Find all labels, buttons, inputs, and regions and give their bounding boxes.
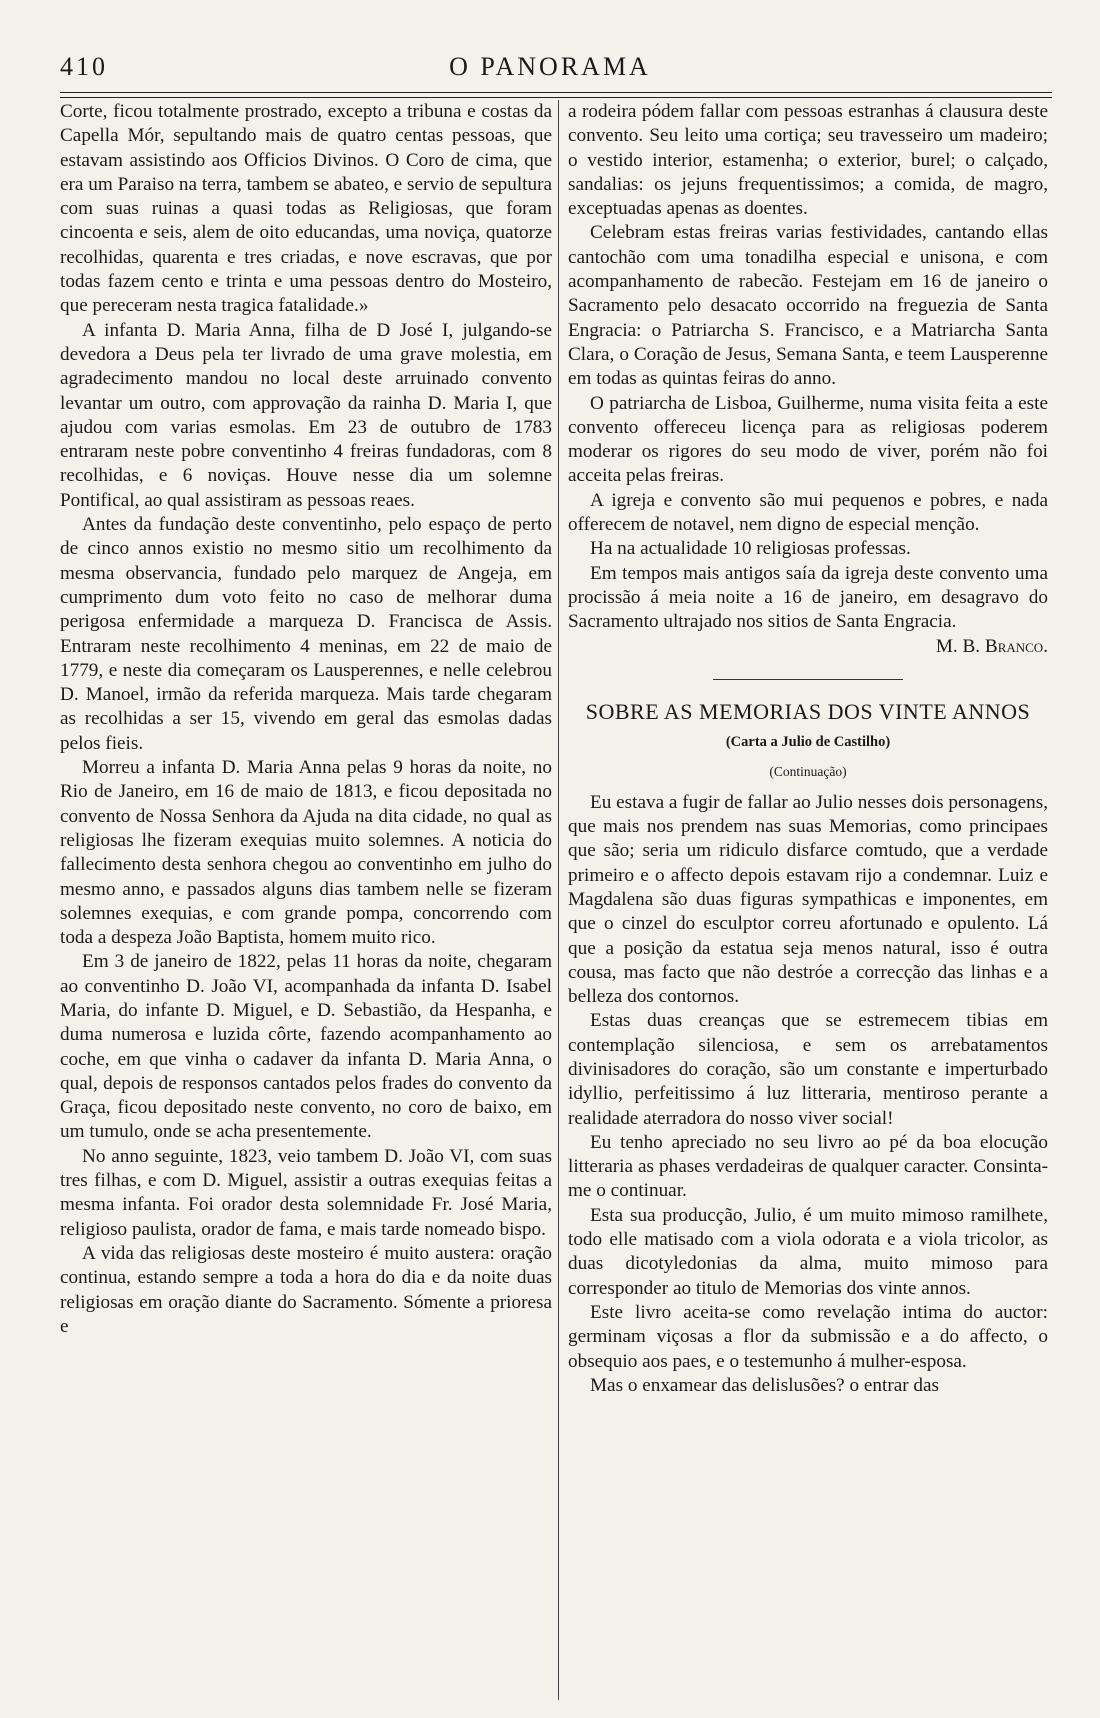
paragraph: Corte, ficou totalmente prostrado, excepto a tribuna e costas da Capella Mór, sepultando mais de quatro centas pessoas, que estavam assistindo aos Officios Divinos. O Coro de cima, que era um Paraiso na terra, tambem se abateo, e servio de sepultura com suas ruinas a quasi todas as Religiosas, que foram cincoenta e seis, alem de oito educandas, uma noviça, quatorze recolhidas, quarenta e tres criadas, e nove escravas, que por todas fazem cento e trinta e uma pessoas dentro do Mosteiro, que pereceram nesta tragica fatalidade.»: [60, 101, 552, 317]
journal-title: O PANORAMA: [449, 52, 651, 81]
paragraph: Estas duas creanças que se estremecem tibias em contemplação silenciosa, e sem os arrebatamentos divinisadores do coração, são um constante e imperturbado idyllio, perfeitissimo á luz litteraria, mentiroso perante a realidade aterradora do nosso viver social!: [568, 1010, 1048, 1129]
column-divider: [558, 100, 559, 1700]
paragraph: A infanta D. Maria Anna, filha de D José I, julgando-se devedora a Deus pela ter livrado de uma grave molestia, em agradecimento mandou no local deste arruinado convento levantar um outro, com approvação da rainha D. Maria I, que ajudou com varias esmolas. Em 23 de outubro de 1783 entraram neste pobre conventinho 4 freiras fundadoras, com 8 recolhidas, e 6 noviças. Houve nesse dia um solemne Pontifical, ao qual assistiram as pessoas reaes.: [60, 319, 552, 511]
paragraph: No anno seguinte, 1823, veio tambem D. João VI, com suas tres filhas, e com D. Miguel, assistir a outras exequias feitas a mesma infanta. Foi orador desta solemnidade Fr. José Maria, religioso paulista, orador de fama, e mais tarde nomeado bispo.: [60, 1145, 552, 1240]
right-column: [568, 100, 1048, 1398]
left-column: [60, 100, 552, 1339]
paragraph: Eu estava a fugir de fallar ao Julio nesses dois personagens, que mais nos prendem nas suas Memorias, como principaes que são; seria um ridiculo disfarce comtudo, que a verdade primeiro e o affecto depois estavam rijo a condemnar. Luiz e Magdalena são duas figuras sympathicas e imponentes, em que o cinzel do esculptor correu afortunado e opulento. Lá que a posição da estatua seja menos natural, isso é outra cousa, mas facto que não destróe a correcção das linhas e a belleza dos contornos.: [568, 791, 1048, 1008]
paragraph: Em tempos mais antigos saía da igreja deste convento uma procissão á meia noite a 16 de janeiro, em desagravo do Sacramento ultrajado nos sitios de Santa Engracia.: [568, 562, 1048, 633]
paragraph: Esta sua producção, Julio, é um muito mimoso ramilhete, todo elle matisado com a viola odorata e a viola tricolor, as duas dicotyledonias da alma, muito mimoso para corresponder ao titulo de Memorias dos vinte annos.: [568, 1204, 1048, 1299]
paragraph: Mas o enxamear das delislusões? o entrar das: [590, 1374, 939, 1396]
paragraph: A igreja e convento são mui pequenos e pobres, e nada offerecem de notavel, nem digno de especial menção.: [568, 489, 1048, 536]
paragraph: A vida das religiosas deste mosteiro é muito austera: oração continua, estando sempre a toda a hora do dia e da noite duas religiosas em oração diante do Sacramento. Sómente a prioresa e: [60, 1242, 552, 1337]
paragraph: Este livro aceita-se como revelação intima do auctor: germinam viçosas a flor da submissão e a do affecto, o obsequio aos paes, e o testemunho á mulher-esposa.: [568, 1301, 1048, 1372]
paragraph: Ha na actualidade 10 religiosas professas.: [590, 538, 911, 560]
author-signature: [568, 635, 1048, 659]
paragraph: Eu tenho apreciado no seu livro ao pé da boa elocução litteraria as phases verdadeiras de qualquer caracter. Consinta-me o continuar.: [568, 1131, 1048, 1202]
paragraph: a rodeira pódem fallar com pessoas estranhas á clausura deste convento. Seu leito uma cortiça; seu travesseiro um madeiro; o vestido interior, estamenha; o exterior, burel; o calçado, sandalias: os jejuns frequentissimos; a comida, de magro, exceptuadas apenas as doentes.: [568, 101, 1048, 220]
paragraph: Celebram estas freiras varias festividades, cantando ellas cantochão com uma tonadilha especial e unisona, e com acompanhamento de rabecão. Festejam em 16 de janeiro o Sacramento pelo desacato occorrido na freguezia de Santa Engracia: o Patriarcha S. Francisco, e a Matriarcha Santa Clara, o Coração de Jesus, Semana Santa, e teem Lausperenne em todas as quintas feiras do anno.: [568, 222, 1048, 390]
article-subtitle: (Carta a Julio de Castilho): [725, 734, 891, 751]
paragraph: Morreu a infanta D. Maria Anna pelas 9 horas da noite, no Rio de Janeiro, em 16 de maio de 1813, e ficou depositada no convento de Nossa Senhora da Ajuda na dita cidade, no qual as religiosas lhe fizeram exequias muito solemnes. A noticia do fallecimento desta senhora chegou ao conventinho em julho do mesmo anno, e passados alguns dias tambem nelle se fizeram solemnes exequias, e com grande pompa, concorrendo com toda a despeza João Baptista, homem muito rico.: [60, 757, 552, 949]
article-title: SOBRE AS MEMORIAS DOS VINTE ANNOS: [585, 698, 1031, 724]
paragraph: Antes da fundação deste conventinho, pelo espaço de perto de cinco annos existio no mesmo sitio um recolhimento da mesma observancia, fundado pelo marquez de Angeja, em cumprimento dum voto feito no caso de melhorar duma perigosa enfermidade a marqueza D. Francisca de Assis. Entraram neste recolhimento 4 meninas, em 22 de maio de 1779, e neste dia começaram os Lausperennes, e nelle celebrou D. Manoel, irmão da referida marqueza. Mais tarde chegaram as recolhidas a ser 15, vivendo em geral das esmolas dadas pelos fieis.: [60, 514, 552, 754]
page-header: [60, 52, 1040, 92]
paragraph: Em 3 de janeiro de 1822, pelas 11 horas da noite, chegaram ao conventinho D. João VI, acompanhada da infanta D. Isabel Maria, do infante D. Miguel, e D. Sebastião, da Hespanha, e duma numerosa e luzida côrte, fazendo acompanhamento ao coche, em que vinha o cadaver da infanta D. Maria Anna, o qual, depois de responsos cantados pelos frades do convento da Graça, ficou depositado neste convento, no coro de baixo, em um tumulo, onde se acha presentemente.: [60, 951, 552, 1143]
article-continuation-note: (Continuação): [769, 764, 847, 780]
signature-text: M. B. Branco.: [935, 635, 1048, 657]
header-double-rule: [60, 92, 1052, 98]
page-number: 410: [60, 52, 108, 81]
paragraph: O patriarcha de Lisboa, Guilherme, numa visita feita a este convento offereceu licença para as religiosas poderem moderar os rigores do seu modo de viver, porém não foi acceita pelas freiras.: [568, 392, 1048, 487]
section-divider: [713, 679, 903, 680]
